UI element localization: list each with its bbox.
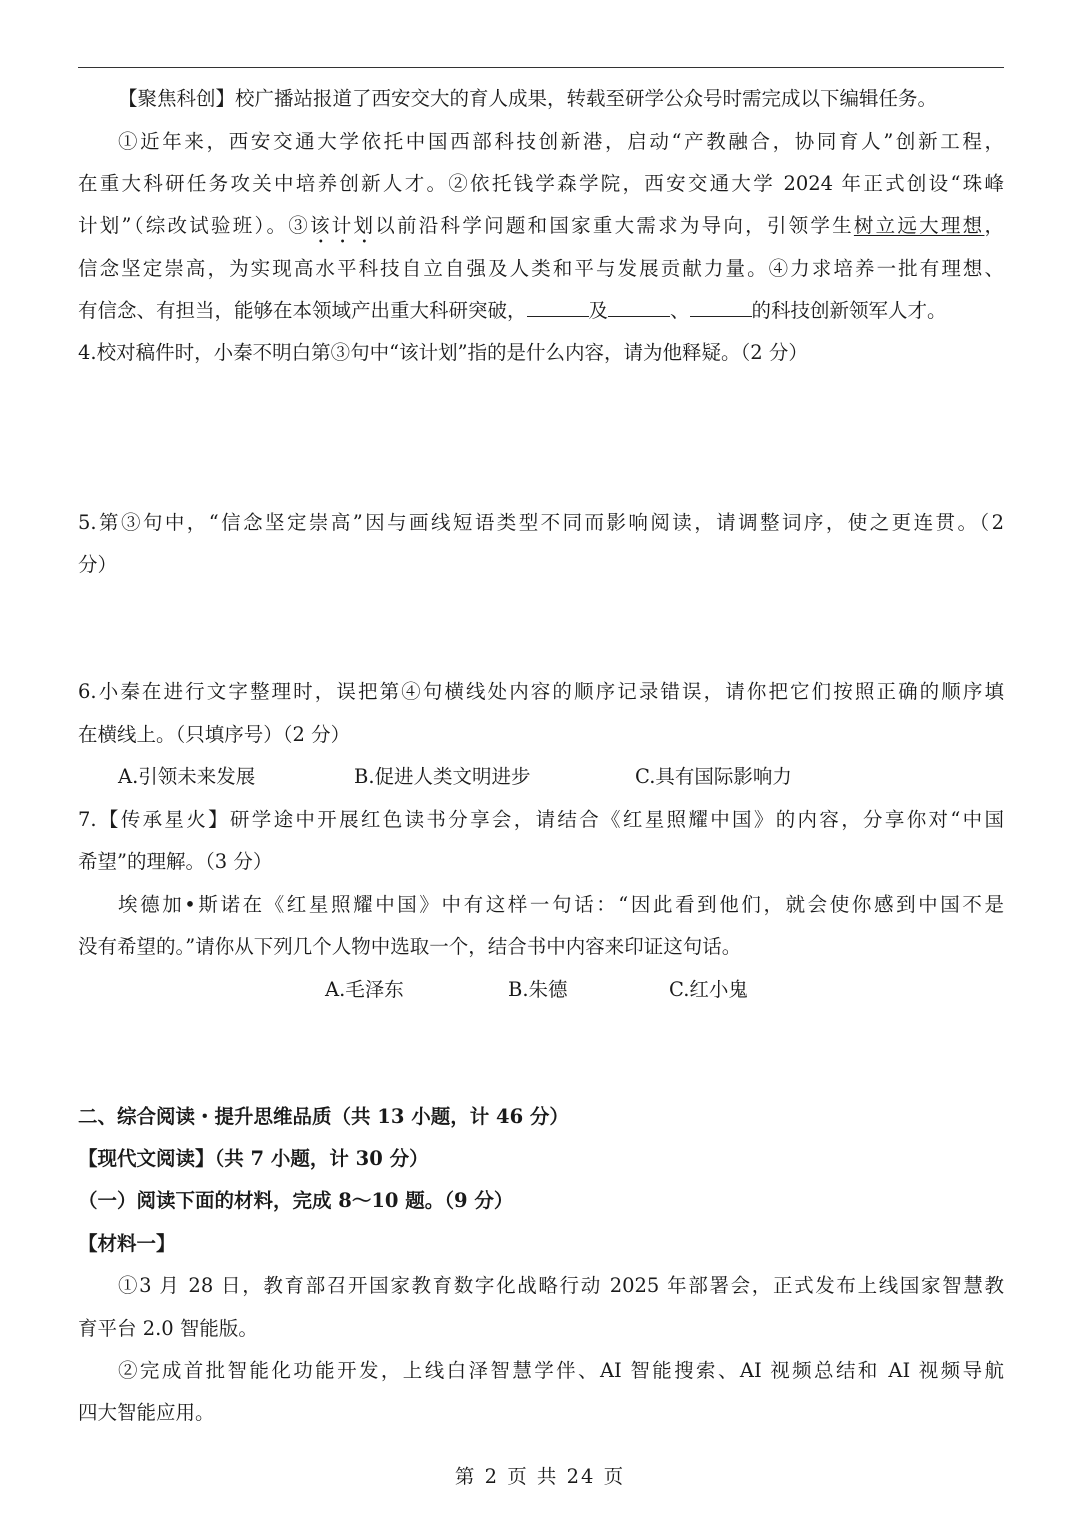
question-6-line-2: 在横线上。（只填序号）（2 分）	[78, 723, 351, 746]
part-2-heading: 二、综合阅读・提升思维品质（共 13 小题，计 46 分）	[78, 1105, 569, 1128]
passage-line-3	[78, 211, 1004, 248]
dotted-phrase: 该计划	[310, 214, 376, 237]
passage-line-3-end: ，	[984, 214, 1004, 237]
question-6-line-1: 6.小秦在进行文字整理时，误把第④句横线处内容的顺序记录错误，请你把它们按照正确的顺序填	[78, 680, 1004, 703]
q7-option-b: B.朱德	[508, 978, 568, 1001]
modern-reading-heading: 【现代文阅读】（共 7 小题，计 30 分）	[78, 1147, 429, 1170]
passage-line-3-start: 计划”（综改试验班）。③	[78, 214, 311, 237]
answer-blank-2[interactable]	[608, 298, 670, 317]
question-7-line-1: 7.【传承星火】研学途中开展红色读书分享会，请结合《红星照耀中国》的内容，分享你对“中国	[78, 808, 1004, 831]
q6-option-b: B.促进人类文明进步	[354, 765, 531, 788]
underlined-phrase: 树立远大理想	[853, 214, 985, 237]
question-5-line-1: 5.第③句中，“信念坚定崇高”因与画线短语类型不同而影响阅读，请调整词序，使之更连贯。（2	[78, 511, 1004, 534]
material-p1-line-1: ①3 月 28 日，教育部召开国家教育数字化战略行动 2025 年部署会，正式发布上线国家智慧教	[118, 1274, 1004, 1297]
passage-line-5-b: 及	[588, 299, 609, 322]
page-number: 第 2 页 共 24 页	[454, 1465, 626, 1488]
answer-blank-1[interactable]	[527, 298, 589, 317]
passage-line-3-mid: 以前沿科学问题和国家重大需求为导向，引领学生	[375, 214, 854, 237]
answer-blank-3[interactable]	[690, 298, 752, 317]
passage-line-5-d: 的科技创新领军人才。	[751, 299, 947, 322]
material-p2-line-2: 四大智能应用。	[78, 1401, 215, 1424]
q6-option-c: C.具有国际影响力	[635, 765, 792, 788]
section-1-heading: （一）阅读下面的材料，完成 8～10 题。（9 分）	[78, 1189, 514, 1212]
material-p1-line-2: 育平台 2.0 智能版。	[78, 1317, 258, 1340]
focus-intro: 【聚焦科创】校广播站报道了西安交大的育人成果，转载至研学公众号时需完成以下编辑任务。	[118, 87, 938, 110]
material-p2-line-1: ②完成首批智能化功能开发，上线白泽智慧学伴、AI 智能搜索、AI 视频总结和 AI 视频导航	[118, 1359, 1004, 1382]
q7-quote-line-2: 没有希望的。”请你从下列几个人物中选取一个，结合书中内容来印证这句话。	[78, 935, 742, 958]
top-rule	[78, 67, 1004, 68]
passage-line-2: 在重大科研任务攻关中培养创新人才。②依托钱学森学院，西安交通大学 2024 年正式创设“珠峰	[78, 172, 1004, 195]
material-1-heading: 【材料一】	[78, 1232, 176, 1255]
q7-quote-line-1: 埃德加•斯诺在《红星照耀中国》中有这样一句话：“因此看到他们，就会使你感到中国不是	[118, 893, 1004, 916]
q7-option-a: A.毛泽东	[325, 978, 404, 1001]
q6-option-a: A.引领未来发展	[118, 765, 256, 788]
question-7-line-2: 希望”的理解。（3 分）	[78, 850, 273, 873]
question-4: 4.校对稿件时，小秦不明白第③句中“该计划”指的是什么内容，请为他释疑。（2 分）	[78, 341, 808, 364]
passage-line-5-a: 有信念、有担当，能够在本领域产出重大科研突破，	[78, 299, 527, 322]
passage-line-5-c: 、	[670, 299, 690, 322]
passage-line-5	[78, 296, 1004, 326]
q7-option-c: C.红小鬼	[669, 978, 748, 1001]
passage-line-4: 信念坚定崇高，为实现高水平科技自立自强及人类和平与发展贡献力量。④力求培养一批有理想、	[78, 257, 1004, 280]
question-5-line-2: 分）	[78, 553, 118, 576]
passage-line-1: ①近年来，西安交通大学依托中国西部科技创新港，启动“产教融合，协同育人”创新工程，	[118, 130, 1004, 153]
